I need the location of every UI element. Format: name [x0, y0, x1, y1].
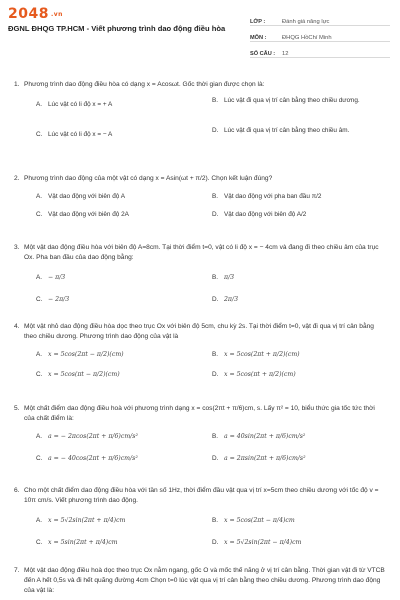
question-stem [8, 174, 392, 184]
option-letter: D. [212, 127, 219, 135]
question-stem [8, 80, 392, 90]
question-text: Cho một chất điểm dao động điều hòa với tần số 1Hz, thời điểm đầu vật qua vị trí x=5cm theo chiều dương với tốc độ v = 10π cm/s. Viết phương trình dao động. [24, 487, 379, 505]
option-text: Lúc vật đi qua vị trí cân bằng theo chiều âm. [224, 127, 350, 135]
option-text: a = 40sin(2πt + π/6)cm/s² [224, 433, 306, 441]
option-text: x = 5cos(2πt − π/4)cm [224, 517, 295, 525]
option-c[interactable] [36, 370, 206, 380]
option-letter: A. [36, 517, 43, 525]
question-stem [8, 322, 392, 342]
option-d[interactable] [212, 295, 388, 305]
option-letter: C. [36, 455, 43, 463]
option-b[interactable] [212, 273, 388, 283]
question-5 [8, 404, 392, 466]
option-b[interactable] [212, 432, 388, 442]
option-letter: C. [36, 371, 43, 379]
option-text: x = 5cos(πt + π/2)(cm) [224, 371, 296, 379]
option-letter: D. [212, 371, 219, 379]
option-letter: B. [212, 274, 219, 282]
question-stem [8, 486, 392, 506]
question-number: 4. [14, 323, 20, 330]
option-d[interactable] [212, 538, 388, 548]
question-3 [8, 243, 392, 311]
option-text: a = 2πsin(2πt + π/6)cm/s² [224, 455, 306, 463]
option-text: Vật dao động với biên độ 2A [48, 211, 129, 219]
question-4 [8, 322, 392, 382]
option-a[interactable] [36, 516, 206, 526]
option-b[interactable] [212, 96, 388, 106]
option-text: x = 5√2sin(2πt − π/4)cm [224, 539, 302, 547]
option-letter: A. [36, 101, 43, 109]
option-d[interactable] [212, 210, 388, 220]
option-text: − π/3 [48, 274, 66, 282]
option-letter: A. [36, 193, 43, 201]
option-c[interactable] [36, 454, 206, 464]
question-text: Một chất điểm dao động điều hoà với phương trình dạng x = cos(2πt + π/6)cm, s. Lấy π² = 10, biểu thức gia tốc tức thời của chất điểm là: [24, 405, 375, 423]
option-letter: C. [36, 296, 43, 304]
option-text: 2π/3 [224, 296, 239, 304]
option-letter: C. [36, 211, 43, 219]
meta-row-count [250, 42, 390, 58]
option-letter: B. [212, 517, 219, 525]
question-stem [8, 404, 392, 424]
meta-value: ĐHQG HồChí Minh [282, 35, 332, 41]
option-d[interactable] [212, 126, 388, 136]
option-letter: A. [36, 433, 43, 441]
option-text: Lúc vật có li độ x = + A [48, 101, 113, 109]
meta-row-class [250, 10, 390, 26]
question-2 [8, 174, 392, 222]
option-letter: D. [212, 455, 219, 463]
question-text: Một vật nhỏ dao động điều hòa dọc theo trục Ox với biên độ 5cm, chu kỳ 2s. Tại thời điểm t=0, vật đi qua vị trí cân bằng theo chiều dương. Phương trình dao động của vật là [24, 323, 374, 341]
meta-key: SỐ CÂU : [250, 51, 276, 57]
meta-row-subject [250, 26, 390, 42]
option-text: x = 5√2sin(2πt + π/4)cm [48, 517, 126, 525]
option-text: Lúc vật có li độ x = − A [48, 131, 113, 139]
meta-table [250, 10, 390, 58]
option-text: a = − 40cos(2πt + π/6)cm/s² [48, 455, 138, 463]
option-c[interactable] [36, 538, 206, 548]
question-stem [8, 566, 392, 597]
question-text: Phương trình dao động của một vật có dạng x = Asin(ωt + π/2). Chọn kết luận đúng? [24, 175, 273, 182]
question-number: 1. [14, 81, 20, 88]
option-letter: A. [36, 351, 43, 359]
option-letter: B. [212, 351, 219, 359]
option-text: x = 5cos(πt − π/2)(cm) [48, 371, 120, 379]
option-b[interactable] [212, 516, 388, 526]
option-a[interactable] [36, 192, 206, 202]
option-d[interactable] [212, 454, 388, 464]
question-number: 7. [14, 567, 20, 574]
option-b[interactable] [212, 192, 388, 202]
option-c[interactable] [36, 295, 206, 305]
option-c[interactable] [36, 130, 196, 140]
question-stem [8, 243, 392, 263]
meta-value: 12 [282, 51, 289, 57]
logo-suffix: .vn [50, 10, 63, 18]
option-letter: C. [36, 131, 43, 139]
question-7 [8, 566, 392, 597]
header [0, 0, 400, 58]
question-number: 5. [14, 405, 20, 412]
option-d[interactable] [212, 370, 388, 380]
option-c[interactable] [36, 210, 206, 220]
option-text: x = 5sin(2πt + π/4)cm [48, 539, 118, 547]
meta-value: Đánh giá năng lực [282, 19, 330, 25]
option-text: x = 5cos(2πt + π/2)(cm) [224, 351, 300, 359]
logo[interactable] [8, 6, 63, 22]
option-text: π/3 [224, 274, 235, 282]
question-text: Một vật dao động điều hòa với biên độ A=8cm. Tại thời điểm t=0, vật có li độ x = − 4cm và đang đi theo chiều âm của trục Ox. Pha ban đầu của dao động bằng: [24, 244, 379, 262]
question-number: 3. [14, 244, 20, 251]
option-letter: B. [212, 97, 219, 105]
meta-key: MÔN : [250, 35, 267, 41]
option-letter: D. [212, 539, 219, 547]
option-letter: D. [212, 211, 219, 219]
option-letter: D. [212, 296, 219, 304]
option-b[interactable] [212, 350, 388, 360]
option-text: − 2π/3 [48, 296, 70, 304]
question-6 [8, 486, 392, 548]
document-title: ĐGNL ĐHQG TP.HCM - Viết phương trình dao động điều hòa [8, 24, 226, 33]
option-text: Vật dao động với biên độ A/2 [224, 211, 307, 219]
option-a[interactable] [36, 273, 206, 283]
question-number: 6. [14, 487, 20, 494]
meta-key: LỚP : [250, 19, 266, 25]
option-text: a = − 2πcos(2πt + π/6)cm/s² [48, 433, 138, 441]
option-letter: C. [36, 539, 43, 547]
question-number: 2. [14, 175, 20, 182]
question-text: Phương trình dao động điều hòa có dạng x = Acosωt. Gốc thời gian được chọn là: [24, 81, 265, 88]
option-letter: B. [212, 193, 219, 201]
option-text: Vật dao động với pha ban đầu π/2 [224, 193, 322, 201]
option-text: Lúc vật đi qua vị trí cân bằng theo chiều dương. [224, 97, 360, 105]
option-a[interactable] [36, 350, 206, 360]
question-1 [8, 80, 392, 152]
option-a[interactable] [36, 432, 206, 442]
option-a[interactable] [36, 100, 196, 110]
option-text: x = 5cos(2πt − π/2)(cm) [48, 351, 124, 359]
option-letter: B. [212, 433, 219, 441]
option-letter: A. [36, 274, 43, 282]
logo-text: 2048 [8, 6, 49, 22]
option-text: Vật dao động với biên độ A [48, 193, 126, 201]
question-text: Một vật dao động điều hoà dọc theo trục Ox nằm ngang, gốc O và mốc thế năng ở vị trí cân bằng. Thời gian vật đi từ VTCB đến A hết 0,5s và đi hết quãng đường 4cm Chọn t=0 lúc vật qua vị trí cân bằng theo chiều dương. Phương trình dao động của vật là: [24, 567, 385, 595]
